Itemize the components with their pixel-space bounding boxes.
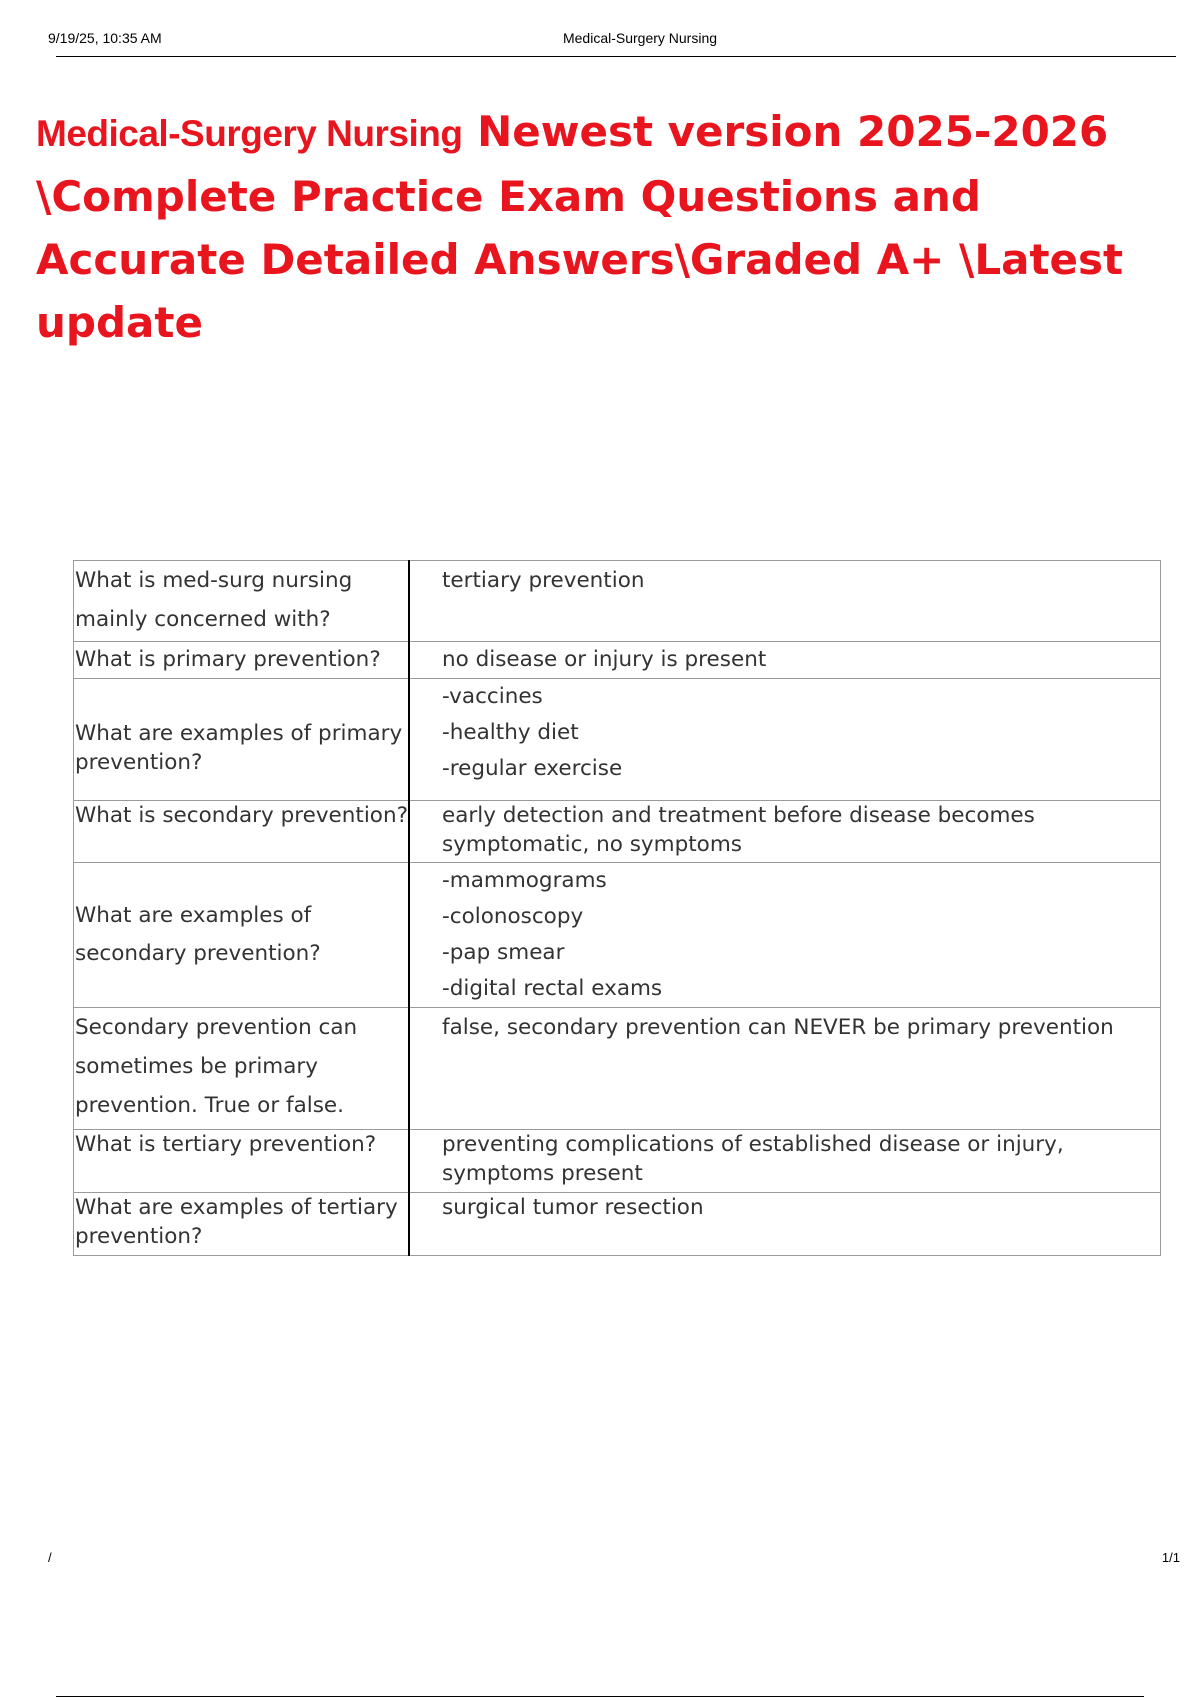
question-line: secondary prevention? (75, 941, 321, 966)
answer-cell (409, 863, 1161, 1008)
table-row (74, 679, 1161, 801)
header-divider (56, 56, 1176, 57)
footer-left-mark: / (48, 1550, 52, 1565)
table-row (74, 1008, 1161, 1130)
question-line: What are examples of (75, 903, 312, 928)
answer-text: tertiary prevention (442, 568, 645, 593)
document-title (36, 100, 1176, 354)
table-row (74, 642, 1161, 679)
question-line: mainly concerned with? (75, 607, 331, 632)
table-row (74, 561, 1161, 642)
question-cell (74, 561, 410, 642)
answer-list-item: -colonoscopy (442, 904, 584, 929)
question-cell: What are examples of primary prevention? (74, 679, 410, 801)
answer-text: false, secondary prevention can NEVER be primary prevention (442, 1015, 1114, 1040)
document-title-part1: Medical-Surgery Nursing (36, 113, 463, 154)
document-title-part2: Newest version 2025-2026 \Complete Practice Exam Questions and Accurate Detailed Answers\Graded A+ \Latest update (36, 107, 1124, 347)
answer-cell (409, 561, 1161, 642)
question-line: sometimes be primary (75, 1054, 318, 1079)
footer-divider (56, 1696, 1144, 1697)
answer-cell: preventing complications of established disease or injury, symptoms present (409, 1130, 1161, 1193)
question-cell: What is primary prevention? (74, 642, 410, 679)
print-date: 9/19/25, 10:35 AM (48, 30, 162, 46)
answer-cell: early detection and treatment before disease becomes symptomatic, no symptoms (409, 801, 1161, 863)
answer-list-item: -healthy diet (442, 720, 579, 745)
table-row (74, 801, 1161, 863)
answer-list-item: -pap smear (442, 940, 565, 965)
page-number: 1/1 (1161, 1550, 1180, 1565)
question-cell: What are examples of tertiary prevention? (74, 1193, 410, 1256)
question-cell (74, 1008, 410, 1130)
question-cell: What is tertiary prevention? (74, 1130, 410, 1193)
answer-cell (409, 1008, 1161, 1130)
answer-cell (409, 679, 1161, 801)
flashcard-table (73, 560, 1161, 1256)
answer-list-item: -digital rectal exams (442, 976, 663, 1001)
question-cell (74, 863, 410, 1008)
print-header-title: Medical-Surgery Nursing (562, 30, 718, 46)
answer-list-item: -regular exercise (442, 756, 623, 781)
question-line: prevention. True or false. (75, 1093, 344, 1118)
answer-list-item: -vaccines (442, 684, 543, 709)
question-cell: What is secondary prevention? (74, 801, 410, 863)
table-row (74, 1130, 1161, 1193)
answer-cell: no disease or injury is present (409, 642, 1161, 679)
answer-cell: surgical tumor resection (409, 1193, 1161, 1256)
table-row (74, 863, 1161, 1008)
answer-list-item: -mammograms (442, 868, 607, 893)
question-line: What is med-surg nursing (75, 568, 353, 593)
question-line: Secondary prevention can (75, 1015, 358, 1040)
table-row (74, 1193, 1161, 1256)
